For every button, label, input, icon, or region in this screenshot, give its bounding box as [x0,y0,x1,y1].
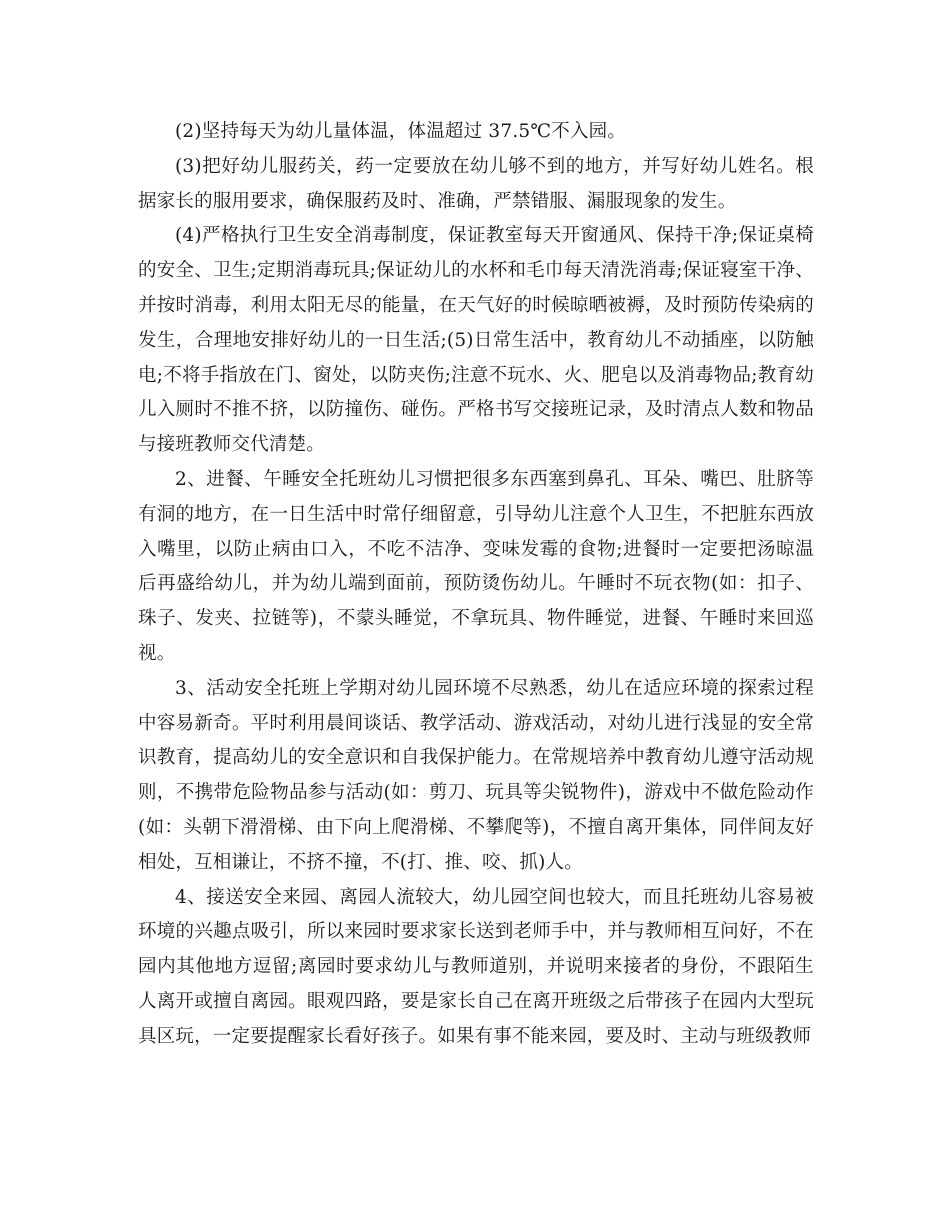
paragraph-drop-off-pick-up-safety: 4、接送安全来园、离园人流较大，幼儿园空间也较大，而且托班幼儿容易被环境的兴趣点吸引，所以来园时要求家长送到老师手中，并与教师相互问好，不在园内其他地方逗留;离园时要求幼儿与教师道别，并说明来接者的身份，不跟陌生人离开或擅自离园。眼观四路，要是家长自己在离开班级之后带孩子在园内大型玩具区玩，一定要提醒家长看好孩子。如果有事不能来园，要及时、主动与班级教师 [138,886,814,1047]
paragraph-hygiene-disinfection: (4)严格执行卫生安全消毒制度，保证教室每天开窗通风、保持干净;保证桌椅的安全、卫生;定期消毒玩具;保证幼儿的水杯和毛巾每天清洗消毒;保证寝室干净、并按时消毒，利用太阳无尽的能量，在天气好的时候晾晒被褥，及时预防传染病的发生，合理地安排好幼儿的一日生活;(5)日常生活中，教育幼儿不动插座，以防触电;不将手指放在门、窗处，以防夹伤;注意不玩水、火、肥皂以及消毒物品;教育幼儿入厕时不推不挤，以防撞伤、碰伤。严格书写交接班记录，及时清点人数和物品与接班教师交代清楚。 [138,225,814,456]
document-body [138,115,814,1055]
paragraph-activity-safety: 3、活动安全托班上学期对幼儿园环境不尽熟悉，幼儿在适应环境的探索过程中容易新奇。平时利用晨间谈话、教学活动、游戏活动，对幼儿进行浅显的安全常识教育，提高幼儿的安全意识和自我保护能力。在常规培养中教育幼儿遵守活动规则，不携带危险物品参与活动(如：剪刀、玩具等尖锐物件)，游戏中不做危险动作(如：头朝下滑滑梯、由下向上爬滑梯、不攀爬等)，不擅自离开集体，同伴间友好相处，互相谦让，不挤不撞，不(打、推、咬、抓)人。 [138,677,814,873]
paragraph-medication: (3)把好幼儿服药关，药一定要放在幼儿够不到的地方，并写好幼儿姓名。根据家长的服用要求，确保服药及时、准确，严禁错服、漏服现象的发生。 [138,155,814,212]
paragraph-meal-nap-safety: 2、进餐、午睡安全托班幼儿习惯把很多东西塞到鼻孔、耳朵、嘴巴、肚脐等有洞的地方，在一日生活中时常仔细留意，引导幼儿注意个人卫生，不把脏东西放入嘴里，以防止病由口入，不吃不洁净、变味发霉的食物;进餐时一定要把汤晾温后再盛给幼儿，并为幼儿端到面前，预防烫伤幼儿。午睡时不玩衣物(如：扣子、珠子、发夹、拉链等)，不蒙头睡觉，不拿玩具、物件睡觉，进餐、午睡时来回巡视。 [138,468,814,664]
paragraph-temperature-check: (2)坚持每天为幼儿量体温，体温超过 37.5℃不入园。 [175,121,627,142]
